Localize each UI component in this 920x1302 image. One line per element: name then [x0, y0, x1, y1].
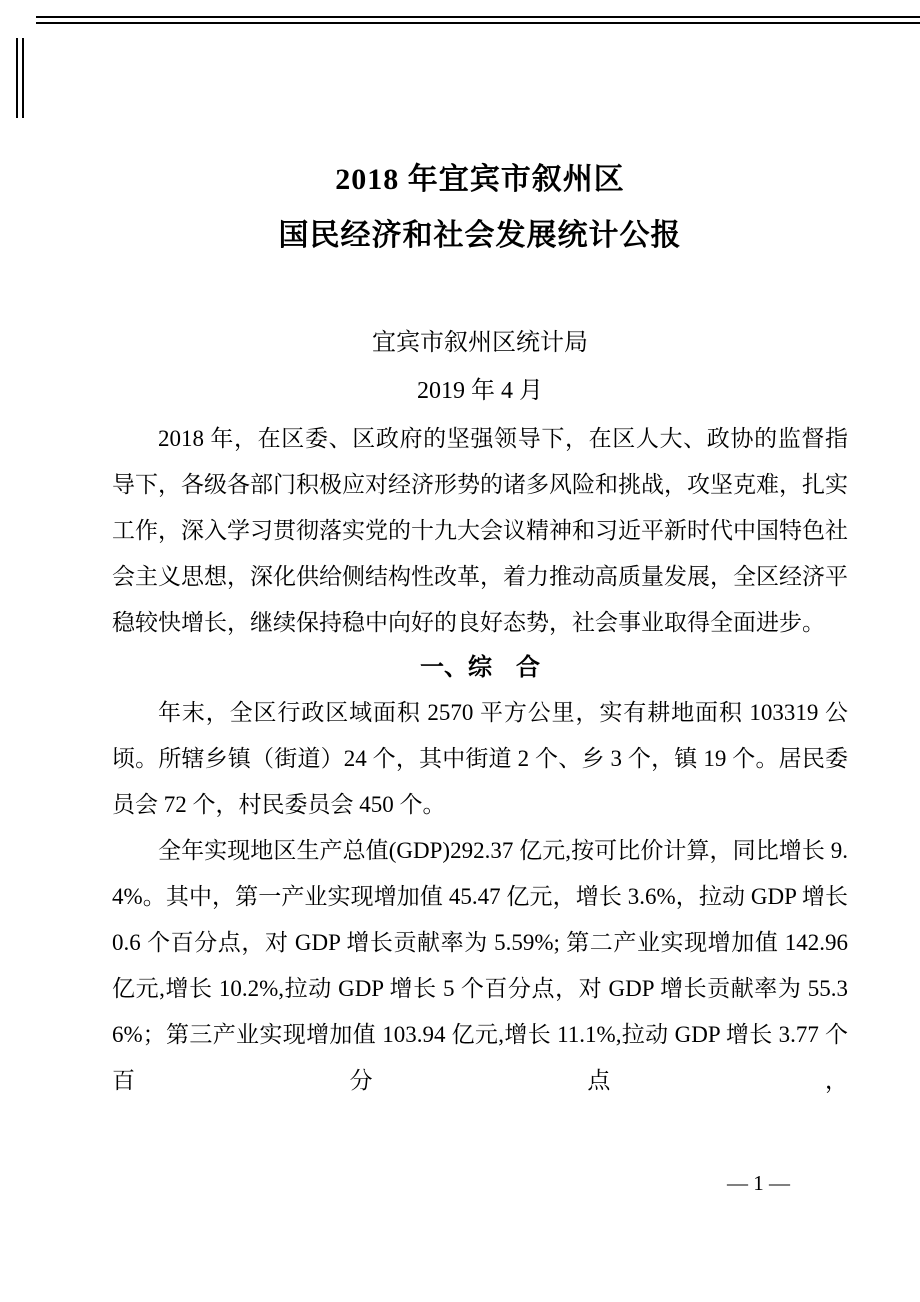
- publication-date: 2019 年 4 月: [417, 378, 543, 404]
- section-heading-overview: 一、综 合: [420, 655, 540, 681]
- paragraph-gdp: 全年实现地区生产总值(GDP)292.37 亿元,按可比价计算，同比增长 9.4%。其中，第一产业实现增加值 45.47 亿元，增长 3.6%，拉动 GDP 增长 0.6 个百分点，对 GDP 增长贡献率为 5.59%; 第二产业实现增加值 142.96 亿元,增长 10.2%,拉动 GDP 增长 5 个百分点，对 GDP 增长贡献率为 55.36%；第三产业实现增加值 103.94 亿元,增长 11.1%,拉动 GDP 增长 3.77 个百分点，: [112, 838, 848, 1093]
- intro-paragraph: 2018 年，在区委、区政府的坚强领导下，在区人大、政协的监督指导下，各级各部门积极应对经济形势的诸多风险和挑战，攻坚克难，扎实工作，深入学习贯彻落实党的十九大会议精神和习近平新时代中国特色社会主义思想，深化供给侧结构性改革，着力推动高质量发展，全区经济平稳较快增长，继续保持稳中向好的良好态势，社会事业取得全面进步。: [112, 426, 848, 635]
- page-number: — 1 —: [727, 1171, 790, 1195]
- issuing-agency: 宜宾市叙州区统计局: [372, 330, 588, 356]
- document-content: [112, 0, 848, 1104]
- paragraph-district-area: 年末，全区行政区域面积 2570 平方公里，实有耕地面积 103319 公顷。所辖乡镇（街道）24 个，其中街道 2 个、乡 3 个，镇 19 个。居民委员会 72 个，村民委员会 450 个。: [112, 700, 848, 817]
- document-title-line-2: 国民经济和社会发展统计公报: [278, 219, 682, 252]
- document-title-line-1: 2018 年宜宾市叙州区: [335, 163, 625, 196]
- margin-mark-left-rule: [16, 38, 24, 118]
